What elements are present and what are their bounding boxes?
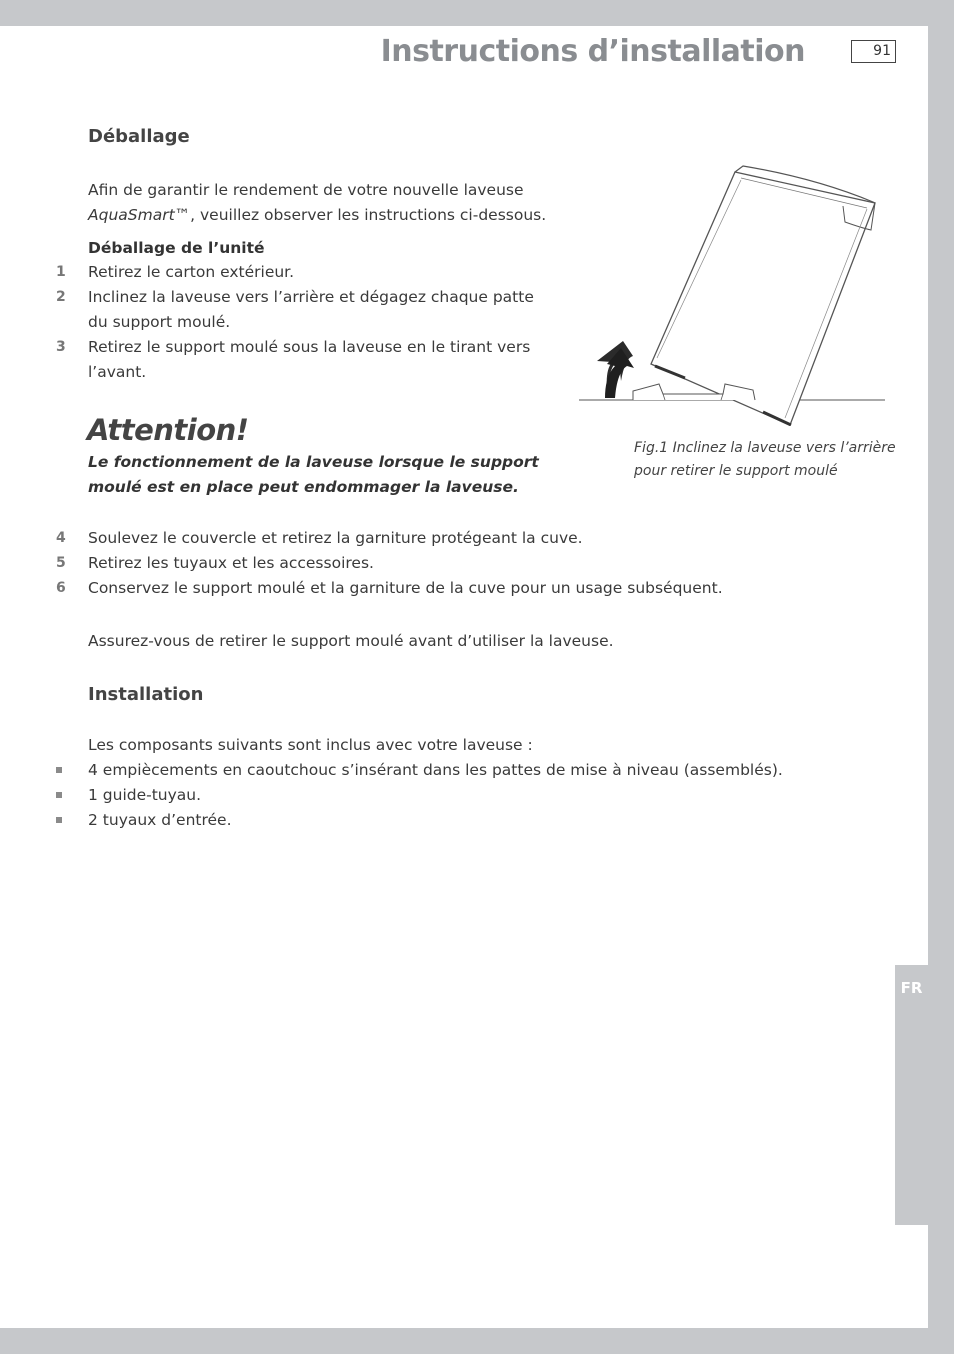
subheading-unpack-unit: Déballage de l’unité bbox=[88, 239, 265, 257]
moulded-support bbox=[633, 384, 755, 400]
figure-caption: Fig.1 Inclinez la laveuse vers l’arrière pour retirer le support moulé bbox=[634, 440, 896, 479]
step-text: Retirez le carton extérieur. bbox=[88, 263, 295, 281]
step-text: Inclinez la laveuse vers l’arrière et dégagez chaque patte du support moulé. bbox=[88, 288, 534, 331]
page-number: 91 bbox=[851, 40, 896, 63]
bullet-icon bbox=[56, 767, 62, 773]
brand-name: AquaSmart bbox=[88, 206, 175, 224]
section-heading-installation: Installation bbox=[88, 684, 204, 705]
list-item: 1 guide-tuyau. bbox=[88, 786, 202, 804]
intro-line1: Afin de garantir le rendement de votre nouvelle laveuse bbox=[88, 181, 524, 199]
list-item: 4 empiècements en caoutchouc s’insérant dans les pattes de mise à niveau (assemblés). bbox=[88, 761, 783, 779]
step-number: 1 bbox=[56, 264, 66, 280]
list-item: 2 tuyaux d’entrée. bbox=[88, 811, 232, 829]
attention-warning: Le fonctionnement de la laveuse lorsque le support moulé est en place peut endommager la laveuse. bbox=[88, 453, 539, 496]
language-tab: FR bbox=[895, 965, 928, 1225]
bullet-icon bbox=[56, 792, 62, 798]
section-heading-unpacking: Déballage bbox=[88, 126, 190, 147]
step-number: 6 bbox=[56, 580, 66, 596]
step-number: 5 bbox=[56, 555, 66, 571]
step-text: Retirez les tuyaux et les accessoires. bbox=[88, 554, 374, 572]
step-text: Retirez le support moulé sous la laveuse en le tirant vers l’avant. bbox=[88, 338, 531, 381]
attention-title: Attention! bbox=[87, 413, 249, 447]
step-text: Conservez le support moulé et la garniture de la cuve pour un usage subséquent. bbox=[88, 579, 723, 597]
reminder-text: Assurez-vous de retirer le support moulé avant d’utiliser la laveuse. bbox=[88, 632, 614, 650]
step-text: Soulevez le couvercle et retirez la garniture protégeant la cuve. bbox=[88, 529, 583, 547]
washer-body bbox=[651, 172, 875, 425]
installation-intro: Les composants suivants sont inclus avec votre laveuse : bbox=[88, 736, 533, 754]
step-number: 2 bbox=[56, 289, 66, 305]
step-number: 4 bbox=[56, 530, 66, 546]
intro-paragraph bbox=[88, 178, 568, 228]
page bbox=[0, 26, 928, 1328]
washer-tilt-illustration bbox=[575, 136, 895, 426]
intro-line2: ™, veuillez observer les instructions ci-dessous. bbox=[174, 206, 547, 224]
step-number: 3 bbox=[56, 339, 66, 355]
page-title: Instructions d’installation bbox=[380, 34, 805, 69]
bullet-icon bbox=[56, 817, 62, 823]
